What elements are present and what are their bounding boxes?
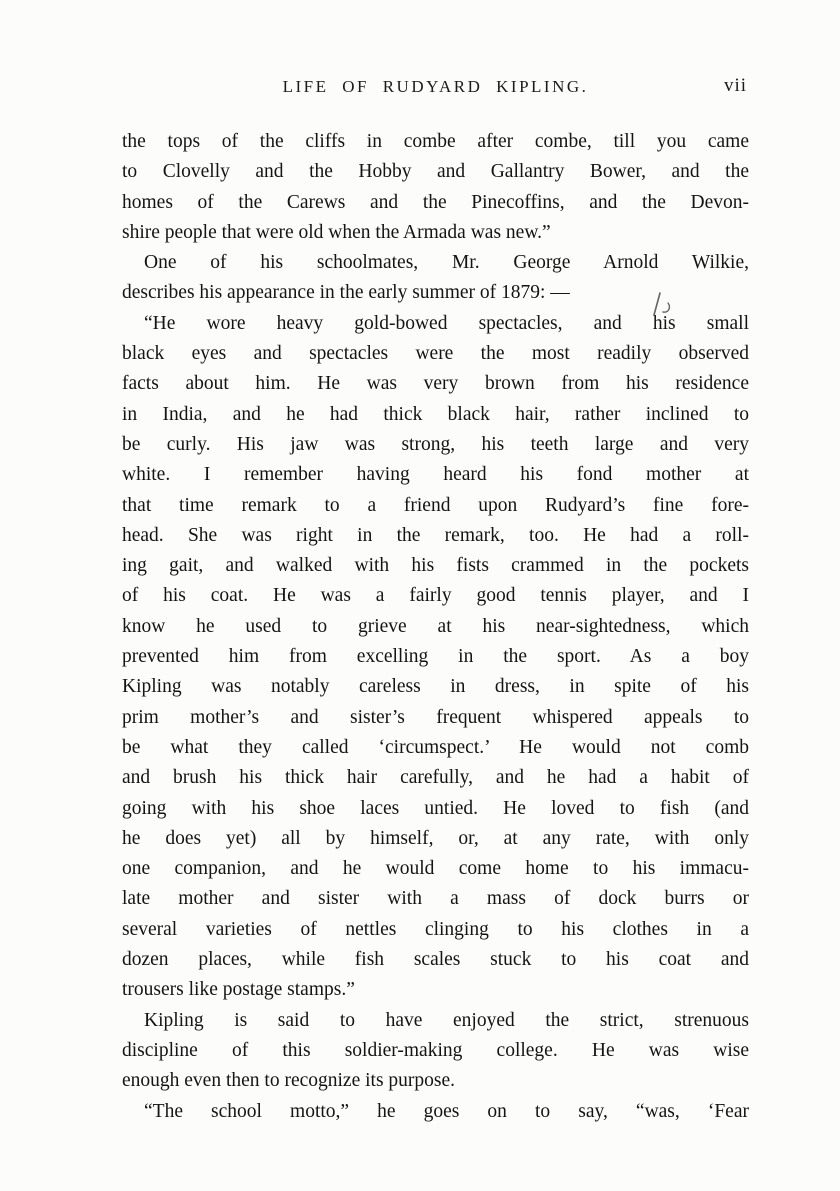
- text-line: ing gait, and walked with his fists crammed in the pockets: [122, 555, 749, 577]
- text-line: that time remark to a friend upon Rudyard’s fine fore-: [122, 494, 749, 516]
- text-line: shire people that were old when the Armada was new.”: [122, 221, 551, 243]
- text-line: one companion, and he would come home to his immacu-: [122, 858, 749, 880]
- paragraph: [122, 1006, 749, 1097]
- text-line: “The school motto,” he goes on to say, “was, ‘Fear: [144, 1100, 749, 1122]
- page-title: LIFE OF RUDYARD KIPLING.: [282, 77, 589, 96]
- text-line: One of his schoolmates, Mr. George Arnold Wilkie,: [144, 252, 749, 274]
- paragraph: [122, 309, 749, 1006]
- text-line: in India, and he had thick black hair, rather inclined to: [122, 403, 749, 425]
- text-line: dozen places, while fish scales stuck to his coat and: [122, 949, 749, 971]
- text-line: enough even then to recognize its purpose.: [122, 1070, 456, 1092]
- text-line: describes his appearance in the early summer of 1879: —: [122, 282, 570, 304]
- text-line: black eyes and spectacles were the most readily observed: [122, 343, 749, 365]
- text-line: white. I remember having heard his fond mother at: [122, 464, 749, 486]
- text-line: facts about him. He was very brown from his residence: [122, 373, 749, 395]
- text-line: be what they called ‘circumspect.’ He would not comb: [122, 736, 749, 758]
- text-line: late mother and sister with a mass of dock burrs or: [122, 888, 749, 910]
- text-line: the tops of the cliffs in combe after combe, till you came: [122, 131, 749, 152]
- text-line: to Clovelly and the Hobby and Gallantry Bower, and the: [122, 161, 749, 183]
- paragraph: [122, 248, 749, 309]
- text-line: head. She was right in the remark, too. He had a roll-: [122, 524, 749, 546]
- text-line: several varieties of nettles clinging to his clothes in a: [122, 918, 749, 940]
- text-line: discipline of this soldier-making college. He was wise: [122, 1039, 749, 1061]
- text-block: [122, 127, 749, 1127]
- text-line: of his coat. He was a fairly good tennis player, and I: [122, 585, 749, 607]
- text-line: Kipling is said to have enjoyed the strict, strenuous: [144, 1009, 749, 1031]
- text-line: know he used to grieve at his near-sightedness, which: [122, 615, 749, 637]
- text-line: prevented him from excelling in the sport. As a boy: [122, 646, 749, 668]
- paragraph: [122, 127, 749, 248]
- running-header: [122, 77, 749, 97]
- paragraph: [122, 1097, 749, 1127]
- text-line: he does yet) all by himself, or, at any rate, with only: [122, 827, 749, 849]
- text-line: prim mother’s and sister’s frequent whispered appeals to: [122, 706, 749, 728]
- text-line: trousers like postage stamps.”: [122, 979, 355, 1001]
- text-line: and brush his thick hair carefully, and he had a habit of: [122, 767, 749, 789]
- text-line: going with his shoe laces untied. He loved to fish (and: [122, 797, 749, 819]
- text-line: homes of the Carews and the Pinecoffins, and the Devon-: [122, 191, 749, 213]
- text-line: be curly. His jaw was strong, his teeth large and very: [122, 433, 749, 455]
- page-number: vii: [723, 75, 747, 96]
- text-line: Kipling was notably careless in dress, in spite of his: [122, 676, 749, 698]
- text-line: “He wore heavy gold-bowed spectacles, and his small: [144, 312, 749, 334]
